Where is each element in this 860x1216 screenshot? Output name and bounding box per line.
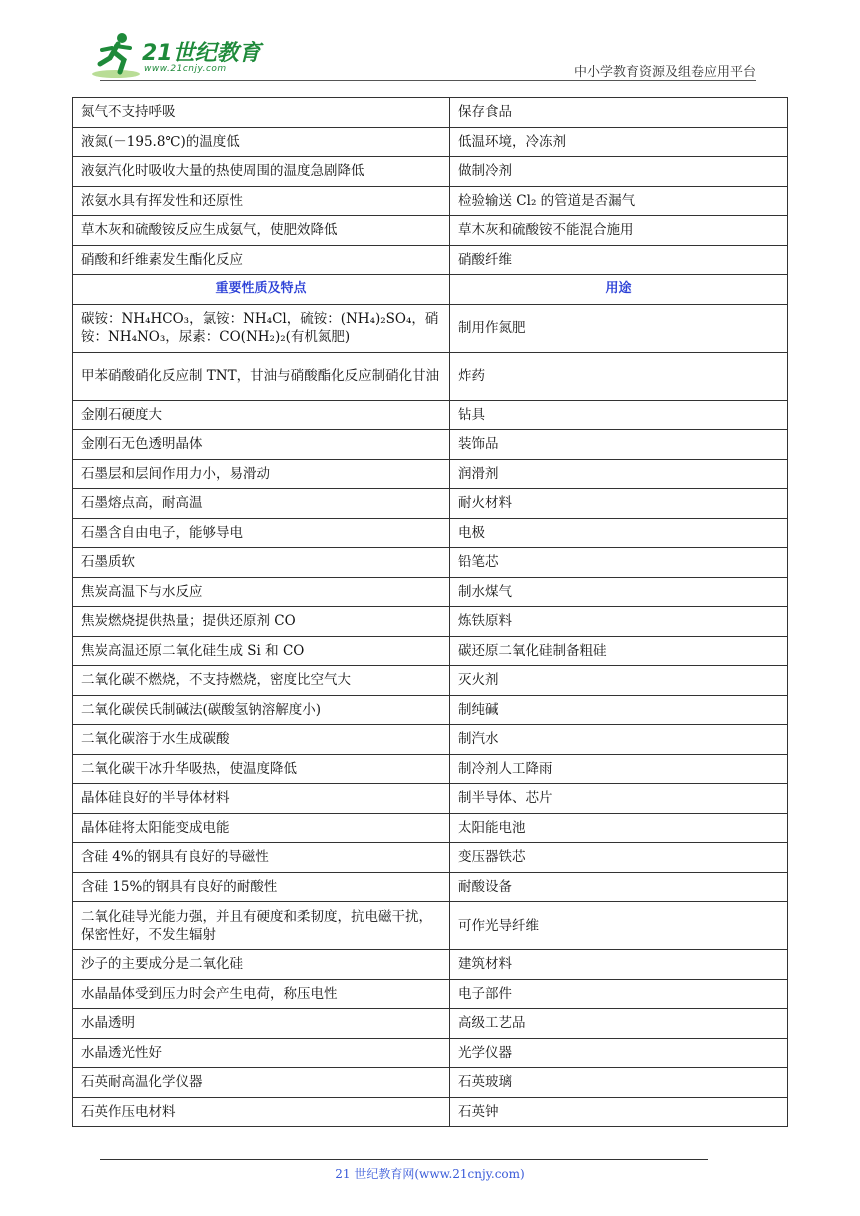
- footer-text[interactable]: 21 世纪教育网(www.21cnjy.com): [335, 1167, 525, 1181]
- platform-title: 中小学教育资源及组卷应用平台: [573, 65, 756, 80]
- table-row: [73, 216, 788, 246]
- table-row: [73, 518, 788, 548]
- use-cell: 石英玻璃: [450, 1068, 788, 1098]
- table-row: [73, 400, 788, 430]
- property-cell: 石墨含自由电子，能够导电: [73, 518, 450, 548]
- use-cell: 钻具: [450, 400, 788, 430]
- table-row: [73, 1097, 788, 1127]
- table-row: [73, 666, 788, 696]
- table-row: [73, 1038, 788, 1068]
- property-cell: 草木灰和硫酸铵反应生成氨气，使肥效降低: [73, 216, 450, 246]
- property-cell: 二氧化碳不燃烧，不支持燃烧，密度比空气大: [73, 666, 450, 696]
- use-cell: 耐酸设备: [450, 872, 788, 902]
- table-row: [73, 636, 788, 666]
- header-property: 重要性质及特点: [73, 275, 450, 305]
- use-cell: 电极: [450, 518, 788, 548]
- table-row: [73, 813, 788, 843]
- use-cell: 检验输送 Cl₂ 的管道是否漏气: [450, 186, 788, 216]
- property-cell: 沙子的主要成分是二氧化硅: [73, 950, 450, 980]
- table-row: [73, 245, 788, 275]
- property-cell: 二氧化碳干冰升华吸热，使温度降低: [73, 754, 450, 784]
- table-row: [73, 157, 788, 187]
- table-row: [73, 489, 788, 519]
- use-cell: 石英钟: [450, 1097, 788, 1127]
- property-cell: 水晶透光性好: [73, 1038, 450, 1068]
- table-row: [73, 352, 788, 400]
- use-cell: 装饰品: [450, 430, 788, 460]
- property-cell: 石墨质软: [73, 548, 450, 578]
- use-cell: 太阳能电池: [450, 813, 788, 843]
- use-cell: 变压器铁芯: [450, 843, 788, 873]
- table-row: [73, 548, 788, 578]
- use-cell: 建筑材料: [450, 950, 788, 980]
- table-row: [73, 695, 788, 725]
- use-cell: 可作光导纤维: [450, 902, 788, 950]
- property-cell: 含硅 15%的钢具有良好的耐酸性: [73, 872, 450, 902]
- use-cell: 润滑剂: [450, 459, 788, 489]
- table-row: [73, 304, 788, 352]
- property-cell: 石英耐高温化学仪器: [73, 1068, 450, 1098]
- property-cell: 焦炭高温还原二氧化硅生成 Si 和 CO: [73, 636, 450, 666]
- property-cell: 金刚石硬度大: [73, 400, 450, 430]
- use-cell: 制半导体、芯片: [450, 784, 788, 814]
- table-row: [73, 98, 788, 128]
- property-cell: 焦炭燃烧提供热量；提供还原剂 CO: [73, 607, 450, 637]
- use-cell: 制纯碱: [450, 695, 788, 725]
- table-row: [73, 577, 788, 607]
- property-cell: 石墨熔点高，耐高温: [73, 489, 450, 519]
- logo[interactable]: [92, 30, 272, 82]
- runner-logo-icon: [92, 30, 144, 80]
- page-header: [0, 0, 860, 90]
- use-cell: 铅笔芯: [450, 548, 788, 578]
- property-cell: 石墨层和层间作用力小，易滑动: [73, 459, 450, 489]
- use-cell: 制冷剂人工降雨: [450, 754, 788, 784]
- table-row: [73, 127, 788, 157]
- use-cell: 草木灰和硫酸铵不能混合施用: [450, 216, 788, 246]
- use-cell: 炼铁原料: [450, 607, 788, 637]
- use-cell: 保存食品: [450, 98, 788, 128]
- table-body: [73, 98, 788, 1127]
- table-row: [73, 872, 788, 902]
- use-cell: 低温环境，冷冻剂: [450, 127, 788, 157]
- property-cell: 金刚石无色透明晶体: [73, 430, 450, 460]
- property-cell: 晶体硅将太阳能变成电能: [73, 813, 450, 843]
- property-cell: 石英作压电材料: [73, 1097, 450, 1127]
- property-cell: 晶体硅良好的半导体材料: [73, 784, 450, 814]
- table-row: [73, 430, 788, 460]
- property-cell: 焦炭高温下与水反应: [73, 577, 450, 607]
- footer-divider: [100, 1159, 708, 1160]
- property-cell: 液氨汽化时吸收大量的热使周围的温度急剧降低: [73, 157, 450, 187]
- logo-text: 21世纪教育: [142, 41, 261, 66]
- property-cell: 氮气不支持呼吸: [73, 98, 450, 128]
- use-cell: 碳还原二氧化硅制备粗硅: [450, 636, 788, 666]
- table-row: [73, 784, 788, 814]
- table-row: [73, 979, 788, 1009]
- use-cell: 制用作氮肥: [450, 304, 788, 352]
- header-use: 用途: [450, 275, 788, 305]
- property-cell: 水晶晶体受到压力时会产生电荷，称压电性: [73, 979, 450, 1009]
- property-cell: 碳铵：NH₄HCO₃，氯铵：NH₄Cl，硫铵：(NH₄)₂SO₄，硝铵：NH₄NO₃，尿素：CO(NH₂)₂(有机氮肥): [73, 304, 450, 352]
- use-cell: 高级工艺品: [450, 1009, 788, 1039]
- use-cell: 耐火材料: [450, 489, 788, 519]
- property-cell: 二氧化碳侯氏制碱法(碳酸氢钠溶解度小): [73, 695, 450, 725]
- use-cell: 制水煤气: [450, 577, 788, 607]
- property-cell: 水晶透明: [73, 1009, 450, 1039]
- table-row: [73, 459, 788, 489]
- use-cell: 电子部件: [450, 979, 788, 1009]
- property-cell: 含硅 4%的钢具有良好的导磁性: [73, 843, 450, 873]
- use-cell: 做制冷剂: [450, 157, 788, 187]
- property-use-table: [72, 97, 788, 1127]
- header-divider: [100, 80, 756, 81]
- use-cell: 硝酸纤维: [450, 245, 788, 275]
- table-row: [73, 950, 788, 980]
- table-row: [73, 186, 788, 216]
- property-cell: 二氧化硅导光能力强，并且有硬度和柔韧度，抗电磁干扰，保密性好，不发生辐射: [73, 902, 450, 950]
- use-cell: 灭火剂: [450, 666, 788, 696]
- logo-url: www.21cnjy.com: [144, 64, 227, 74]
- property-cell: 甲苯硝酸硝化反应制 TNT，甘油与硝酸酯化反应制硝化甘油: [73, 352, 450, 400]
- table-row: [73, 1068, 788, 1098]
- property-cell: 浓氨水具有挥发性和还原性: [73, 186, 450, 216]
- table-row: [73, 1009, 788, 1039]
- table-row: [73, 607, 788, 637]
- table-header-row: [73, 275, 788, 305]
- table-row: [73, 754, 788, 784]
- property-cell: 液氮(－195.8℃)的温度低: [73, 127, 450, 157]
- table-row: [73, 725, 788, 755]
- use-cell: 炸药: [450, 352, 788, 400]
- use-cell: 光学仪器: [450, 1038, 788, 1068]
- property-cell: 硝酸和纤维素发生酯化反应: [73, 245, 450, 275]
- table-row: [73, 843, 788, 873]
- use-cell: 制汽水: [450, 725, 788, 755]
- property-cell: 二氧化碳溶于水生成碳酸: [73, 725, 450, 755]
- table-row: [73, 902, 788, 950]
